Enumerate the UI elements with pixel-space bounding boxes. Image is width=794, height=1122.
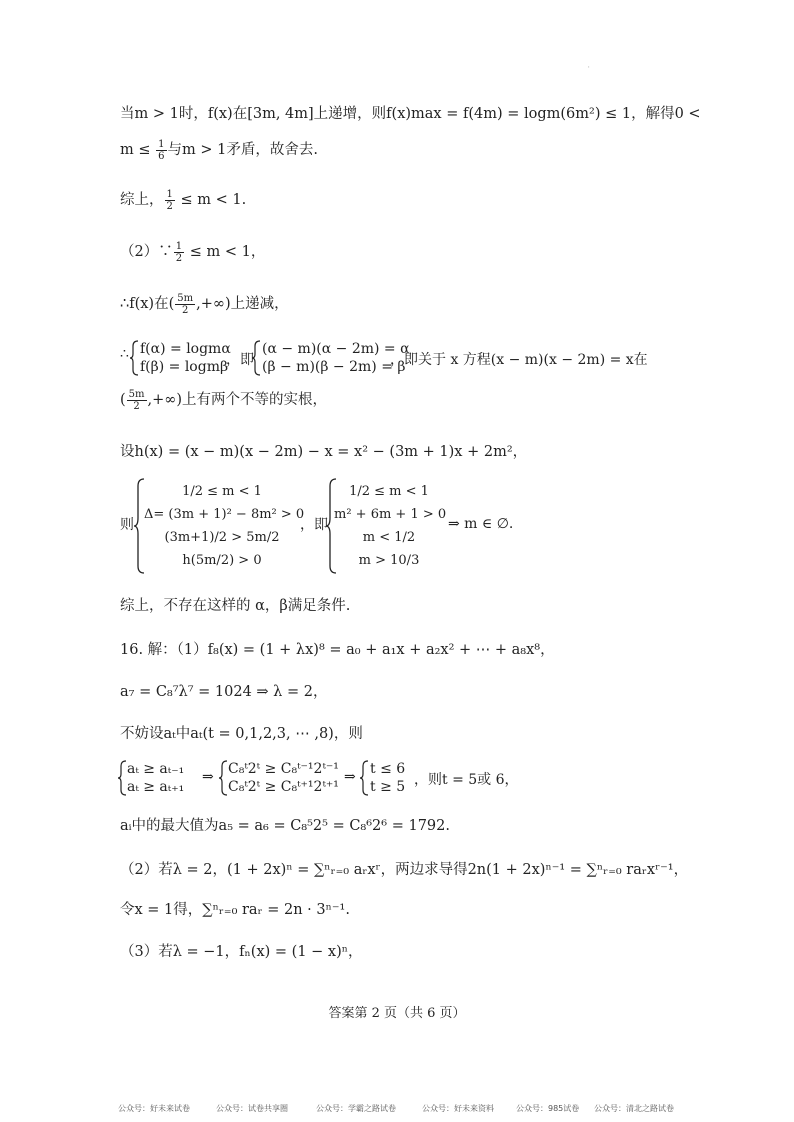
line4-end: ≤ m < 1， xyxy=(185,244,266,260)
watermark: 公众号：清北之路试卷 xyxy=(594,1104,674,1113)
fraction-denominator: 2 xyxy=(181,304,189,316)
system-inequalities-a xyxy=(127,760,184,796)
fraction-numerator: 1 xyxy=(158,138,165,150)
text-line-1: 当m > 1时，f(x)在[3m, 4m]上递增，则f(x)max = f(4m) = logm(6m²) ≤ 1，解得0 < xyxy=(120,106,701,122)
fraction-denominator: 2 xyxy=(166,200,173,212)
text-line-3 xyxy=(120,188,246,212)
line3-end: ≤ m < 1. xyxy=(175,192,247,208)
line4-start: （2）∵ xyxy=(120,244,173,260)
system-conditions-2 xyxy=(334,480,447,572)
therefore-symbol: ∴ xyxy=(120,346,129,362)
text-line-2 xyxy=(120,138,318,162)
watermark: 公众号：好未来资料 xyxy=(422,1104,494,1113)
system-log-equations xyxy=(140,340,231,376)
line7-end: ,+∞)上有两个不等的实根， xyxy=(147,392,328,408)
system-row: Δ= (3m + 1)² − 8m² > 0 xyxy=(144,507,305,522)
line3-start: 综上， xyxy=(120,192,164,208)
implies-arrow: ⇒ xyxy=(202,769,214,785)
system-product-equations xyxy=(262,340,410,376)
line9-connector: ，即 xyxy=(300,517,328,533)
system-row: m² + 6m + 1 > 0 xyxy=(334,507,447,522)
line14-tail: ，则t = 5或 6， xyxy=(414,772,519,788)
line6-tail: ，即关于 x 方程(x − m)(x − 2m) = x在 xyxy=(390,352,648,368)
text-line-10: 综上，不存在这样的 α，β满足条件. xyxy=(120,598,351,614)
fraction-5m-2 xyxy=(175,293,195,316)
watermark: 公众号：好未来试卷 xyxy=(118,1104,190,1113)
system-row: C₈ᵗ2ᵗ ≥ C₈ᵗ⁻¹2ᵗ⁻¹ xyxy=(228,761,339,777)
system-row: m < 1/2 xyxy=(362,530,416,545)
fraction-1-2 xyxy=(165,189,175,212)
fraction-numerator: 1 xyxy=(166,188,173,200)
system-row: m > 10/3 xyxy=(358,553,420,568)
line9-result: ⇒ m ∈ ∅. xyxy=(448,516,514,532)
system-row: t ≤ 6 xyxy=(370,761,406,777)
text-line-12: a₇ = C₈⁷λ⁷ = 1024 ⇒ λ = 2， xyxy=(120,684,328,700)
text-line-16: （2）若λ = 2，(1 + 2x)ⁿ = ∑ⁿᵣ₌₀ aᵣxʳ，两边求导得2n(1 + 2x)ⁿ⁻¹ = ∑ⁿᵣ₌₀ raᵣxʳ⁻¹， xyxy=(120,862,689,878)
system-inequalities-c xyxy=(228,760,339,796)
text-line-8: 设h(x) = (x − m)(x − 2m) − x = x² − (3m + 1)x + 2m²， xyxy=(120,444,528,460)
line2-start: m ≤ xyxy=(120,142,156,158)
fraction-1-6 xyxy=(156,139,166,162)
fraction-numerator: 1 xyxy=(175,240,183,252)
system-row: aₜ ≥ aₜ₋₁ xyxy=(127,761,185,777)
system-row: h(5m/2) > 0 xyxy=(182,553,262,568)
corner-mark: ' xyxy=(588,66,590,73)
text-line-4 xyxy=(120,240,265,264)
system-row: f(β) = logmβ xyxy=(140,359,229,375)
watermark: 公众号：985试卷 xyxy=(516,1104,580,1113)
page-footer: 答案第 2 页（共 6 页） xyxy=(328,1006,466,1021)
system-row: aₜ ≥ aₜ₊₁ xyxy=(127,779,185,795)
system-row: (β − m)(β − 2m) = β xyxy=(262,359,406,375)
line2-end: 与m > 1矛盾，故舍去. xyxy=(167,142,318,158)
line5-end: ,+∞)上递减， xyxy=(196,296,289,312)
text-line-17: 令x = 1得，∑ⁿᵣ₌₀ raᵣ = 2n · 3ⁿ⁻¹. xyxy=(120,902,350,918)
implies-arrow: ⇒ xyxy=(344,769,356,785)
system-conditions-1 xyxy=(144,480,305,572)
system-row: t ≥ 5 xyxy=(370,779,406,795)
fraction-numerator: 5m xyxy=(128,388,145,400)
system-row: 1/2 ≤ m < 1 xyxy=(349,484,429,499)
text-line-7 xyxy=(120,388,327,412)
line5-start: ∴f(x)在( xyxy=(120,296,175,312)
fraction-1-2 xyxy=(174,241,184,264)
fraction-denominator: 6 xyxy=(158,150,165,162)
system-row: f(α) = logmα xyxy=(140,341,231,357)
watermark: 公众号：学霸之路试卷 xyxy=(316,1104,396,1113)
line6-connector: ，即 xyxy=(226,352,254,368)
left-brace xyxy=(252,340,262,376)
system-row: 1/2 ≤ m < 1 xyxy=(182,484,262,499)
fraction-5m-2 xyxy=(127,389,147,412)
left-brace xyxy=(360,760,370,796)
fraction-denominator: 2 xyxy=(175,252,183,264)
line9-prefix: 则 xyxy=(120,517,134,533)
left-brace xyxy=(130,340,140,376)
fraction-denominator: 2 xyxy=(133,400,140,412)
line7-start: ( xyxy=(120,392,126,408)
system-row: (3m+1)/2 > 5m/2 xyxy=(164,530,280,545)
text-line-11: 16. 解：（1）f₈(x) = (1 + λx)⁸ = a₀ + a₁x + a₂x² + ⋯ + a₈x⁸， xyxy=(120,642,555,658)
watermark: 公众号：试卷共享圈 xyxy=(216,1104,288,1113)
system-row: (α − m)(α − 2m) = α xyxy=(262,341,410,357)
fraction-numerator: 5m xyxy=(177,292,194,304)
system-inequalities-t xyxy=(370,760,405,796)
text-line-15: aᵢ中的最大值为a₅ = a₆ = C₈⁵2⁵ = C₈⁶2⁶ = 1792. xyxy=(120,818,450,834)
system-row: C₈ᵗ2ᵗ ≥ C₈ᵗ⁺¹2ᵗ⁺¹ xyxy=(228,779,339,795)
text-line-18: （3）若λ = −1，fₙ(x) = (1 − x)ⁿ， xyxy=(120,944,363,960)
text-line-5 xyxy=(120,292,289,316)
text-line-13: 不妨设aₜ中aₜ(t = 0,1,2,3, ⋯ ,8)，则 xyxy=(120,726,363,742)
